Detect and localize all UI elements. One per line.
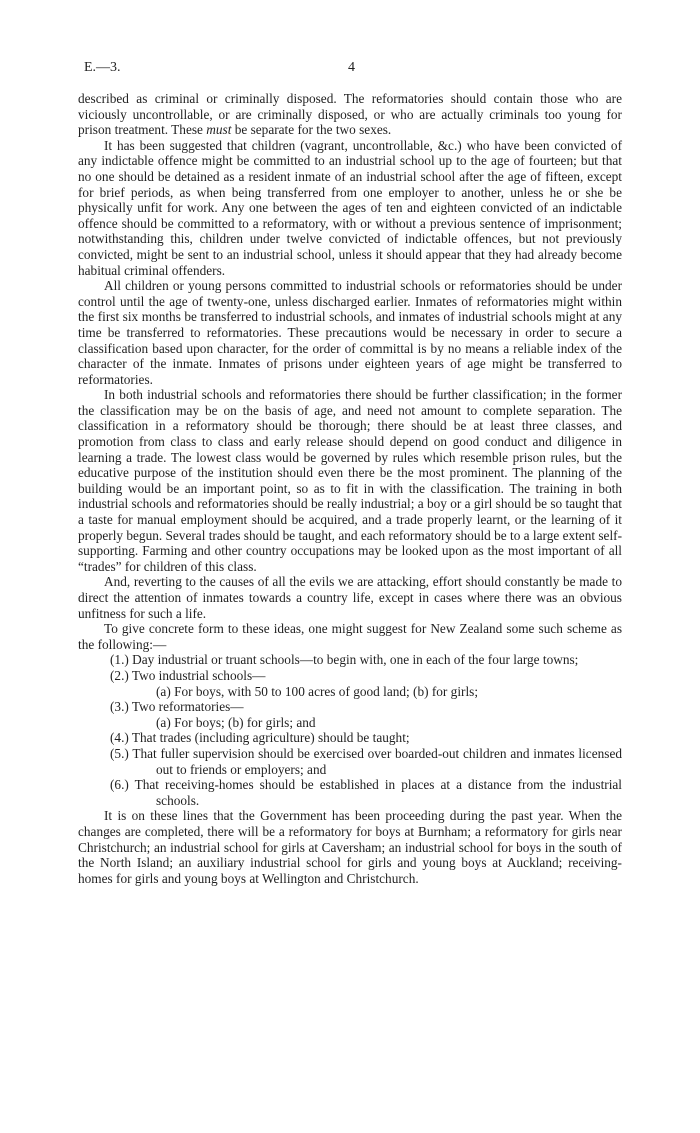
scheme-item-2: (2.) Two industrial schools— (110, 667, 266, 683)
paragraph-1-part-a: described as criminal or criminally disposed. The reformatories should contain those who are viciously uncontrollable, or are criminally disposed, or who are actually criminals too young for prison treatment. These (78, 91, 622, 138)
scheme-item-1: (1.) Day industrial or truant schools—to begin with, one in each of the four large towns; (110, 652, 579, 668)
paragraph-2: It has been suggested that children (vagrant, uncontrollable, &c.) who have been convicted of any indictable offence might be committed to an industrial school up to the age of fourteen; but that no one should be detained as a resident inmate of an industrial school after the age of fifteen, except for brief periods, as when being transferred from one employer to another, unless he or she be physically unfit for work. Any one between the ages of ten and eighteen convicted of an indictable offence should be committed to a reformatory, with or without a previous sentence of imprisonment; notwithstanding this, children under twelve convicted of indictable offences, but not previously convicted, might be sent to an industrial school, unless it should appear that they had already become habitual criminal offenders. (78, 137, 622, 278)
paragraph-1-part-b: be separate for the two sexes. (231, 122, 392, 138)
scheme-item-5: (5.) That fuller supervision should be exercised over boarded-out children and inmates licensed out to friends or employers; and (110, 745, 622, 777)
emphasis-must: must (206, 122, 232, 138)
paragraph-4: In both industrial schools and reformatories there should be further classification; in the former the classification may be on the basis of age, and need not amount to complete separation. The classification in a reformatory should be thorough; there should be at least three classes, and promotion from class to class and early release should depend on good conduct and diligence in learning a trade. The lowest class would be governed by rules which resemble prison rules, but the educative purpose of the institution should even there be the most prominent. The planning of the building would be an important point, so as to fit in with the classification. The training in both industrial schools and reformatories should be really industrial; a boy or a girl should be so taught that a taste for manual employment should be acquired, and a trade properly learnt, or the learning of it properly begun. Several trades should be taught, and each reformatory should be to a large extent self-supporting. Farming and other country occupations may be looked upon as the most important of all “trades” for children of this class. (78, 387, 623, 574)
paragraph-3: All children or young persons committed to industrial schools or reformatories should be under control until the age of twenty-one, unless discharged earlier. Inmates of reformatories might within the first six months be transferred to industrial schools, and inmates of industrial schools might at any time be transferred to reformatories. These precautions would be necessary in order to secure a classification based upon character, for the order of committal is by no means a reliable index of the character of the inmate. Inmates of prisons under eighteen years of age might be transferred to reformatories. (78, 278, 622, 387)
page-number: 4 (348, 60, 355, 75)
scheme-item-2-detail: (a) For boys, with 50 to 100 acres of good land; (b) for girls; (156, 683, 479, 699)
scheme-list (78, 652, 622, 808)
body-text (78, 91, 622, 886)
page-header (76, 60, 624, 76)
document-reference: E.—3. (84, 60, 121, 75)
scheme-item-4: (4.) That trades (including agriculture) should be taught; (110, 730, 410, 746)
paragraph-7: It is on these lines that the Government has been proceeding during the past year. When the changes are completed, there will be a reformatory for boys at Burnham; a reformatory for girls near Christchurch; an industrial school for girls at Caversham; an industrial school for boys in the south of the North Island; an auxiliary industrial school for girls and young boys at Auckland; receiving-homes for girls and young boys at Wellington and Christchurch. (78, 808, 622, 886)
paragraph-6: To give concrete form to these ideas, one might suggest for New Zealand some such scheme as the following:— (78, 621, 622, 652)
paragraph-5: And, reverting to the causes of all the evils we are attacking, effort should constantly be made to direct the attention of inmates towards a country life, except in cases where there was an obvious unfitness for such a life. (78, 574, 622, 621)
scheme-item-3-detail: (a) For boys; (b) for girls; and (156, 714, 316, 730)
paragraph-1 (78, 91, 622, 138)
scheme-item-3: (3.) Two reformatories— (110, 699, 244, 715)
scheme-item-6: (6.) That receiving-homes should be established in places at a distance from the industrial schools. (110, 777, 622, 808)
